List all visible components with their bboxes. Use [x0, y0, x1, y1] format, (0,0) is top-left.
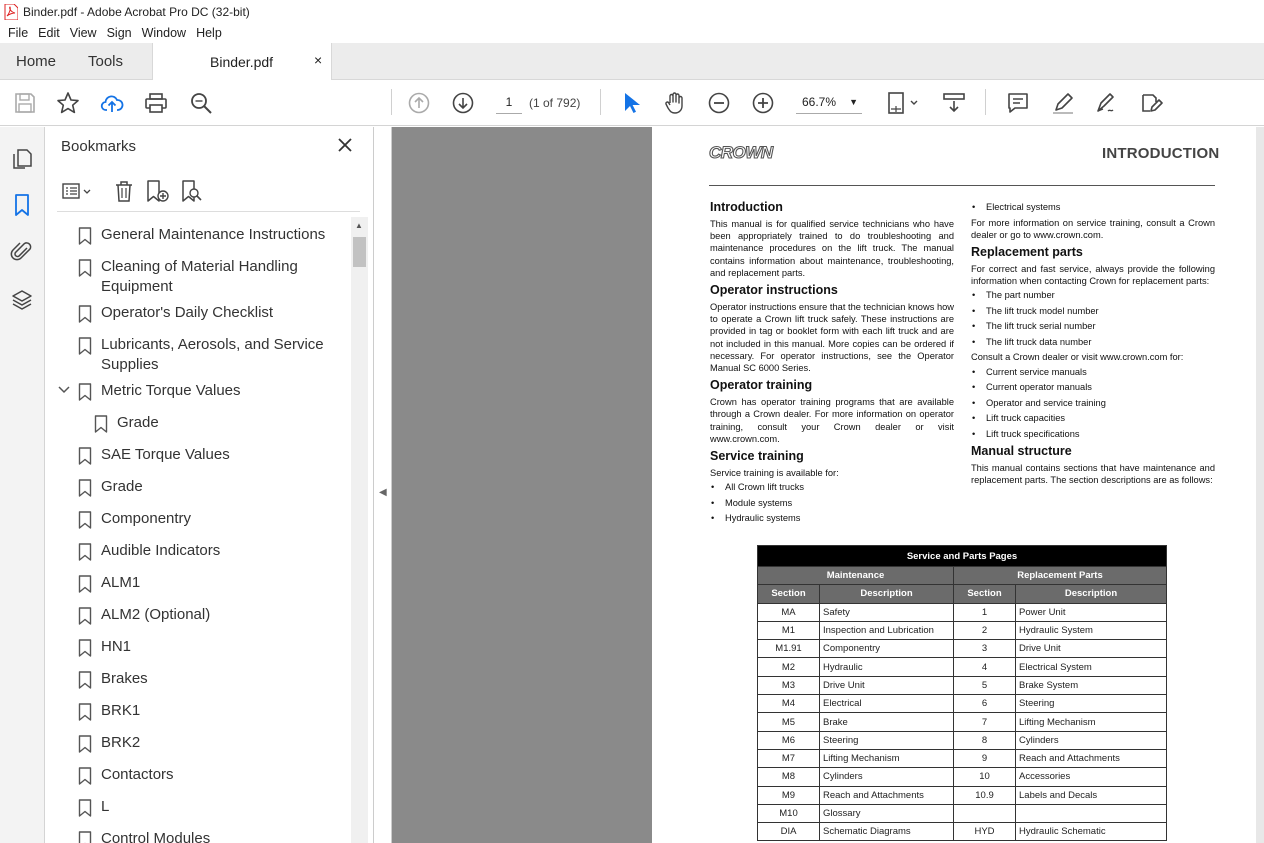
- bookmark-label: ALM2 (Optional): [101, 606, 211, 623]
- bookmark-label: Audible Indicators: [101, 542, 221, 559]
- table-cell: 10: [954, 768, 1016, 786]
- layers-icon[interactable]: [10, 288, 34, 312]
- table-row: [758, 640, 1167, 658]
- bookmark-label: Lubricants, Aerosols, and Service Supplies: [101, 336, 324, 373]
- table-row: [758, 823, 1167, 841]
- bookmark-label: Brakes: [101, 670, 148, 687]
- list-item: • Module systems: [710, 497, 954, 509]
- bookmark-label: Componentry: [101, 510, 192, 527]
- toolbar-separator: [600, 89, 601, 115]
- bookmarks-title: Bookmarks: [61, 138, 137, 155]
- bookmark-label: L: [101, 798, 110, 815]
- table-cell: M10: [758, 804, 820, 822]
- table-cell: M3: [758, 676, 820, 694]
- scroll-mode-icon[interactable]: [942, 91, 966, 115]
- table-group-header: Maintenance: [758, 567, 954, 585]
- bookmark-icon: [78, 337, 92, 355]
- table-cell: Brake System: [1016, 676, 1167, 694]
- bookmark-icon: [78, 259, 92, 277]
- bookmarks-panel-icon[interactable]: [10, 193, 34, 217]
- page-thumbnails-icon[interactable]: [10, 147, 34, 171]
- table-column-header: Section: [954, 585, 1016, 603]
- scrollbar-thumb[interactable]: [353, 237, 366, 267]
- table-cell: MA: [758, 603, 820, 621]
- table-cell: 9: [954, 749, 1016, 767]
- bookmark-icon: [78, 671, 92, 689]
- bookmark-label: HN1: [101, 638, 132, 655]
- table-title: Service and Parts Pages: [758, 546, 1167, 567]
- bookmark-icon: [78, 575, 92, 593]
- zoom-in-icon[interactable]: [751, 91, 775, 115]
- bookmark-label: General Maintenance Instructions: [101, 226, 326, 243]
- left-column: [710, 196, 954, 528]
- table-cell: M5: [758, 713, 820, 731]
- header-rule: [709, 185, 1215, 186]
- toolbar-separator: [391, 89, 392, 115]
- table-cell: 5: [954, 676, 1016, 694]
- table-cell: Cylinders: [1016, 731, 1167, 749]
- bookmark-label: Metric Torque Values: [101, 382, 241, 399]
- page-count: (1 of 792): [529, 96, 581, 110]
- list-item: • The part number: [971, 289, 1215, 301]
- table-cell: Steering: [820, 731, 954, 749]
- bookmark-icon: [78, 511, 92, 529]
- tab-document-label: Binder.pdf: [210, 54, 274, 70]
- list-item: • The lift truck data number: [971, 336, 1215, 348]
- next-page-icon[interactable]: [451, 91, 475, 115]
- table-column-header: Description: [1016, 585, 1167, 603]
- table-cell: Glossary: [820, 804, 954, 822]
- table-cell: Drive Unit: [1016, 640, 1167, 658]
- table-cell: M7: [758, 749, 820, 767]
- bullet-list: [971, 289, 1215, 348]
- close-tab-icon[interactable]: ×: [314, 52, 323, 68]
- toolbar-separator: [985, 89, 986, 115]
- table-column-header: Description: [820, 585, 954, 603]
- paragraph: Operator instructions ensure that the technician knows how to operate a Crown lift truck safely. These instructions are provided in tag or booklet form with each lift truck and are not included in this manual. More copies can be ordered if necessary. For operator instructions, see the Operator Manual SC 6000 Series.: [710, 302, 954, 374]
- list-item: • Lift truck specifications: [971, 428, 1215, 440]
- list-item: • The lift truck serial number: [971, 320, 1215, 332]
- table-cell: 3: [954, 640, 1016, 658]
- bookmarks-toolbar: [45, 174, 374, 212]
- table-cell: Accessories: [1016, 768, 1167, 786]
- table-cell: Brake: [820, 713, 954, 731]
- table-row: [758, 603, 1167, 621]
- bookmark-label: Grade: [101, 478, 143, 495]
- panel-divider: [57, 211, 360, 212]
- tab-tools[interactable]: Tools: [88, 53, 124, 70]
- menu-file[interactable]: File: [8, 26, 29, 40]
- page-fit-icon[interactable]: [886, 91, 920, 115]
- bookmark-options-icon[interactable]: [60, 178, 96, 204]
- zoom-value: 66.7%: [802, 95, 837, 109]
- bookmark-icon: [78, 607, 92, 625]
- bookmark-label: BRK1: [101, 702, 141, 719]
- table-row: [758, 658, 1167, 676]
- bookmark-label: Grade: [117, 414, 159, 431]
- left-rail: [0, 127, 45, 843]
- section-heading: Manual structure: [971, 443, 1072, 458]
- new-bookmark-icon[interactable]: [144, 178, 170, 204]
- table-cell: Steering: [1016, 695, 1167, 713]
- table-cell: M6: [758, 731, 820, 749]
- collapse-panel-handle[interactable]: [374, 127, 392, 843]
- section-heading: Operator instructions: [710, 283, 838, 298]
- table-row: [758, 749, 1167, 767]
- zoom-out-icon[interactable]: [707, 91, 731, 115]
- bookmark-list: [45, 217, 350, 843]
- select-cursor-icon[interactable]: [619, 91, 643, 115]
- table-row: [758, 621, 1167, 639]
- edit-pdf-icon[interactable]: [1139, 91, 1163, 115]
- table-row: [758, 786, 1167, 804]
- attachments-icon[interactable]: [10, 240, 34, 264]
- table-cell: 2: [954, 621, 1016, 639]
- bookmark-label: Cleaning of Material Handling Equipment: [101, 258, 298, 295]
- section-heading: Operator training: [710, 378, 813, 393]
- table-cell: [1016, 804, 1167, 822]
- bookmarks-scrollbar[interactable]: [351, 217, 368, 843]
- table-cell: Reach and Attachments: [1016, 749, 1167, 767]
- delete-bookmark-icon[interactable]: [111, 178, 137, 204]
- table-cell: Schematic Diagrams: [820, 823, 954, 841]
- list-item: • All Crown lift trucks: [710, 481, 954, 493]
- tab-document[interactable]: [152, 43, 332, 81]
- table-cell: M2: [758, 658, 820, 676]
- section-heading: Service training: [710, 449, 804, 464]
- table-cell: 7: [954, 713, 1016, 731]
- paragraph: For correct and fast service, always provide the following information when contacting Crown for replacement parts:: [971, 263, 1215, 287]
- window-title: Binder.pdf - Adobe Acrobat Pro DC (32-bit): [23, 4, 250, 19]
- table-cell: M1: [758, 621, 820, 639]
- table-cell: Safety: [820, 603, 954, 621]
- bookmark-icon: [78, 767, 92, 785]
- table-cell: Electrical System: [1016, 658, 1167, 676]
- bookmark-label: Control Modules: [101, 830, 211, 843]
- table-cell: Hydraulic Schematic: [1016, 823, 1167, 841]
- bookmark-label: BRK2: [101, 734, 141, 751]
- menu-help[interactable]: Help: [196, 26, 222, 40]
- previous-page-icon[interactable]: [407, 91, 431, 115]
- section-heading: Introduction: [710, 200, 783, 214]
- scroll-up-arrow-icon[interactable]: ▲: [355, 221, 363, 230]
- paragraph: This manual is for qualified service technicians who have been appropriately trained to do troubleshooting and maintenance procedures on the lift truck. The manual contains information about maintenance, troubleshooting, and replacement parts.: [710, 219, 954, 278]
- table-cell: Lifting Mechanism: [820, 749, 954, 767]
- list-item: • Electrical systems: [971, 201, 1215, 213]
- table-cell: 6: [954, 695, 1016, 713]
- paragraph: Consult a Crown dealer or visit www.crown.com for:: [971, 352, 1184, 363]
- table-row: [758, 731, 1167, 749]
- acrobat-pdf-icon: [4, 4, 18, 20]
- table-column-header: Section: [758, 585, 820, 603]
- menu-view[interactable]: View: [69, 26, 97, 40]
- list-item: • Operator and service training: [971, 397, 1215, 409]
- table-group-header: Replacement Parts: [954, 567, 1167, 585]
- upload-cloud-icon[interactable]: [100, 91, 124, 115]
- table-cell: Cylinders: [820, 768, 954, 786]
- menu-window[interactable]: Window: [141, 26, 187, 40]
- paragraph: This manual contains sections that have maintenance and replacement parts. The section descriptions are as follows:: [971, 462, 1215, 485]
- menu-sign[interactable]: Sign: [106, 26, 132, 40]
- star-icon[interactable]: [56, 91, 80, 115]
- table-cell: Power Unit: [1016, 603, 1167, 621]
- table-cell: Labels and Decals: [1016, 786, 1167, 804]
- bookmark-icon: [78, 227, 92, 245]
- table-cell: Componentry: [820, 640, 954, 658]
- service-parts-table: [757, 545, 1167, 841]
- table-cell: M1.91: [758, 640, 820, 658]
- page-number-input[interactable]: 1: [496, 90, 522, 114]
- chevron-down-icon[interactable]: [57, 383, 71, 397]
- list-item: • Lift truck capacities: [971, 412, 1215, 424]
- chevron-left-icon[interactable]: ◀: [379, 487, 387, 498]
- table-cell: Inspection and Lubrication: [820, 621, 954, 639]
- table-cell: Electrical: [820, 695, 954, 713]
- find-zoom-icon[interactable]: [189, 91, 213, 115]
- title-bar: [0, 0, 1264, 23]
- table-cell: Hydraulic System: [1016, 621, 1167, 639]
- table-row: [758, 695, 1167, 713]
- table-cell: M4: [758, 695, 820, 713]
- close-panel-icon[interactable]: [335, 135, 355, 155]
- main-toolbar: [0, 80, 1264, 126]
- table-cell: 4: [954, 658, 1016, 676]
- paragraph: For more information on service training, consult a Crown dealer or go to www.crown.com.: [971, 217, 1215, 240]
- save-icon[interactable]: [13, 91, 37, 115]
- list-item: • Hydraulic systems: [710, 512, 954, 524]
- bullet-list: [971, 201, 1215, 213]
- bookmark-icon: [78, 383, 92, 401]
- find-bookmark-icon[interactable]: [179, 178, 205, 204]
- menu-bar: [0, 23, 1264, 43]
- bookmark-icon: [94, 415, 108, 433]
- section-heading: Replacement parts: [971, 244, 1083, 259]
- bookmark-icon: [78, 447, 92, 465]
- chevron-down-icon: ▼: [849, 97, 858, 107]
- tab-home[interactable]: Home: [16, 53, 57, 70]
- bullet-list: [710, 481, 954, 524]
- comment-icon[interactable]: [1006, 91, 1030, 115]
- document-scrollbar[interactable]: [1256, 127, 1264, 843]
- bookmarks-panel: [45, 127, 374, 843]
- bullet-list: [971, 366, 1215, 440]
- crown-logo: [709, 144, 775, 160]
- list-item: • The lift truck model number: [971, 305, 1215, 317]
- bookmark-icon: [78, 543, 92, 561]
- table-row: [758, 676, 1167, 694]
- menu-edit[interactable]: Edit: [38, 26, 60, 40]
- bookmark-icon: [78, 639, 92, 657]
- page-header-title: INTRODUCTION: [1102, 145, 1220, 162]
- paragraph: Service training is available for:: [710, 468, 839, 479]
- pdf-page: [652, 127, 1256, 843]
- list-item: • Current service manuals: [971, 366, 1215, 378]
- table-cell: Lifting Mechanism: [1016, 713, 1167, 731]
- bookmark-label: Operator's Daily Checklist: [101, 304, 274, 321]
- table-cell: Reach and Attachments: [820, 786, 954, 804]
- zoom-dropdown[interactable]: [796, 90, 862, 114]
- print-icon[interactable]: [144, 91, 168, 115]
- hand-tool-icon[interactable]: [663, 91, 687, 115]
- table-cell: [954, 804, 1016, 822]
- table-cell: DIA: [758, 823, 820, 841]
- right-column: [971, 199, 1215, 488]
- crown-logo-text: CROWN: [709, 144, 773, 160]
- sign-pen-icon[interactable]: [1094, 91, 1118, 115]
- table-row: [758, 713, 1167, 731]
- highlight-pen-icon[interactable]: [1051, 91, 1075, 115]
- table-cell: M9: [758, 786, 820, 804]
- bookmark-icon: [78, 831, 92, 843]
- list-item: • Current operator manuals: [971, 381, 1215, 393]
- table-row: [758, 804, 1167, 822]
- table-cell: HYD: [954, 823, 1016, 841]
- bookmark-label: SAE Torque Values: [101, 446, 230, 463]
- table-cell: M8: [758, 768, 820, 786]
- bookmark-icon: [78, 479, 92, 497]
- table-row: [758, 768, 1167, 786]
- bookmark-icon: [78, 799, 92, 817]
- table-cell: 10.9: [954, 786, 1016, 804]
- bookmark-icon: [78, 305, 92, 323]
- bookmark-icon: [78, 703, 92, 721]
- bookmark-icon: [78, 735, 92, 753]
- tab-bar: [0, 43, 1264, 80]
- table-cell: 8: [954, 731, 1016, 749]
- table-cell: Drive Unit: [820, 676, 954, 694]
- table-cell: Hydraulic: [820, 658, 954, 676]
- table-cell: 1: [954, 603, 1016, 621]
- bookmark-label: Contactors: [101, 766, 174, 783]
- bookmark-label: ALM1: [101, 574, 141, 591]
- paragraph: Crown has operator training programs that are available through a Crown dealer. For more information on operator training, consult your Crown dealer or visit www.crown.com.: [710, 397, 954, 444]
